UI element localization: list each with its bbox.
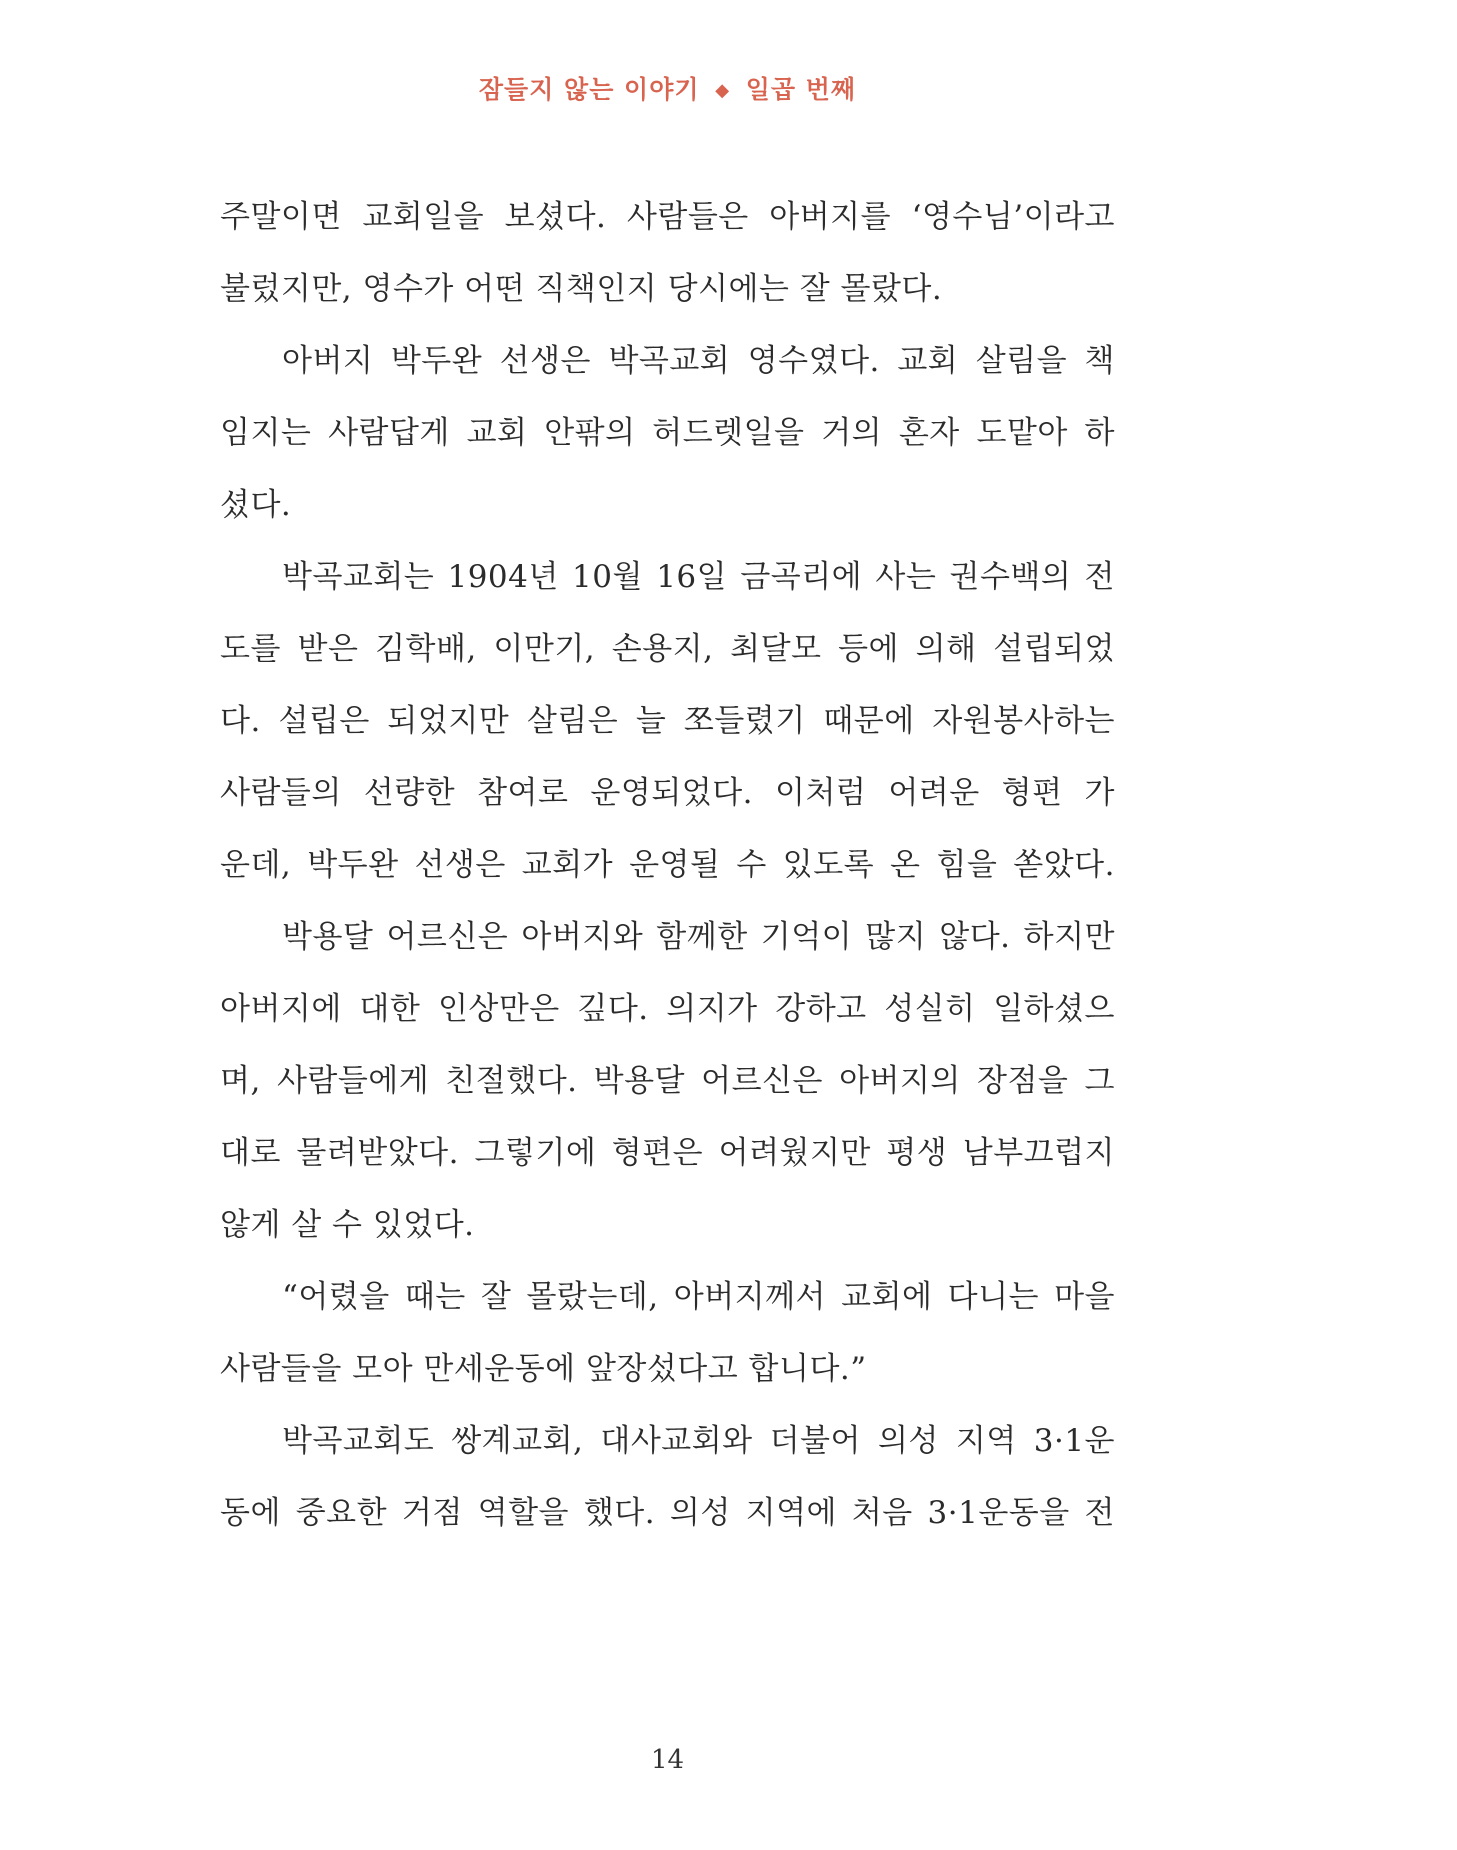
text-line: 임지는 사람답게 교회 안팎의 허드렛일을 거의 혼자 도맡아 하	[220, 415, 1115, 451]
text-line: 다. 설립은 되었지만 살림은 늘 쪼들렸기 때문에 자원봉사하는	[220, 703, 1115, 739]
text-line: 대로 물려받았다. 그렇기에 형편은 어려웠지만 평생 남부끄럽지	[220, 1135, 1115, 1171]
text-line: 아버지 박두완 선생은 박곡교회 영수였다. 교회 살림을 책	[282, 343, 1115, 379]
paragraph	[220, 1423, 1115, 1570]
diamond-separator-icon: ◆	[715, 80, 731, 101]
text-line: 사람들의 선량한 참여로 운영되었다. 이처럼 어려운 형편 가	[220, 775, 1115, 811]
running-header	[0, 70, 1335, 106]
text-line: 며, 사람들에게 친절했다. 박용달 어르신은 아버지의 장점을 그	[220, 1063, 1115, 1099]
paragraph	[220, 1279, 1115, 1426]
text-line: 셨다.	[220, 487, 292, 523]
text-line: 주말이면 교회일을 보셨다. 사람들은 아버지를 ‘영수님’이라고	[220, 199, 1115, 235]
text-line: 박곡교회는 1904년 10월 16일 금곡리에 사는 권수백의 전	[282, 559, 1115, 595]
text-line: 아버지에 대한 인상만은 깊다. 의지가 강하고 성실히 일하셨으	[220, 991, 1115, 1027]
paragraph	[220, 559, 1115, 922]
book-title: 잠들지 않는 이야기	[478, 75, 700, 104]
text-line: 사람들을 모아 만세운동에 앞장섰다고 합니다.”	[220, 1351, 867, 1387]
paragraph	[220, 199, 1115, 346]
paragraph	[220, 343, 1115, 562]
body-text	[220, 199, 1115, 1570]
text-line: 도를 받은 김학배, 이만기, 손용지, 최달모 등에 의해 설립되었	[220, 631, 1115, 667]
text-line: 박곡교회도 쌍계교회, 대사교회와 더불어 의성 지역 3·1운	[282, 1423, 1115, 1459]
volume-label: 일곱 번째	[745, 75, 857, 104]
text-line: 동에 중요한 거점 역할을 했다. 의성 지역에 처음 3·1운동을 전	[220, 1495, 1115, 1531]
text-line: 않게 살 수 있었다.	[220, 1207, 475, 1243]
text-line: 박용달 어르신은 아버지와 함께한 기억이 많지 않다. 하지만	[282, 919, 1115, 955]
text-line: “어렸을 때는 잘 몰랐는데, 아버지께서 교회에 다니는 마을	[282, 1279, 1115, 1315]
paragraph	[220, 919, 1115, 1282]
text-line: 운데, 박두완 선생은 교회가 운영될 수 있도록 온 힘을 쏟았다.	[220, 847, 1115, 883]
page-number: 14	[650, 1745, 685, 1775]
text-line: 불렀지만, 영수가 어떤 직책인지 당시에는 잘 몰랐다.	[220, 271, 943, 307]
